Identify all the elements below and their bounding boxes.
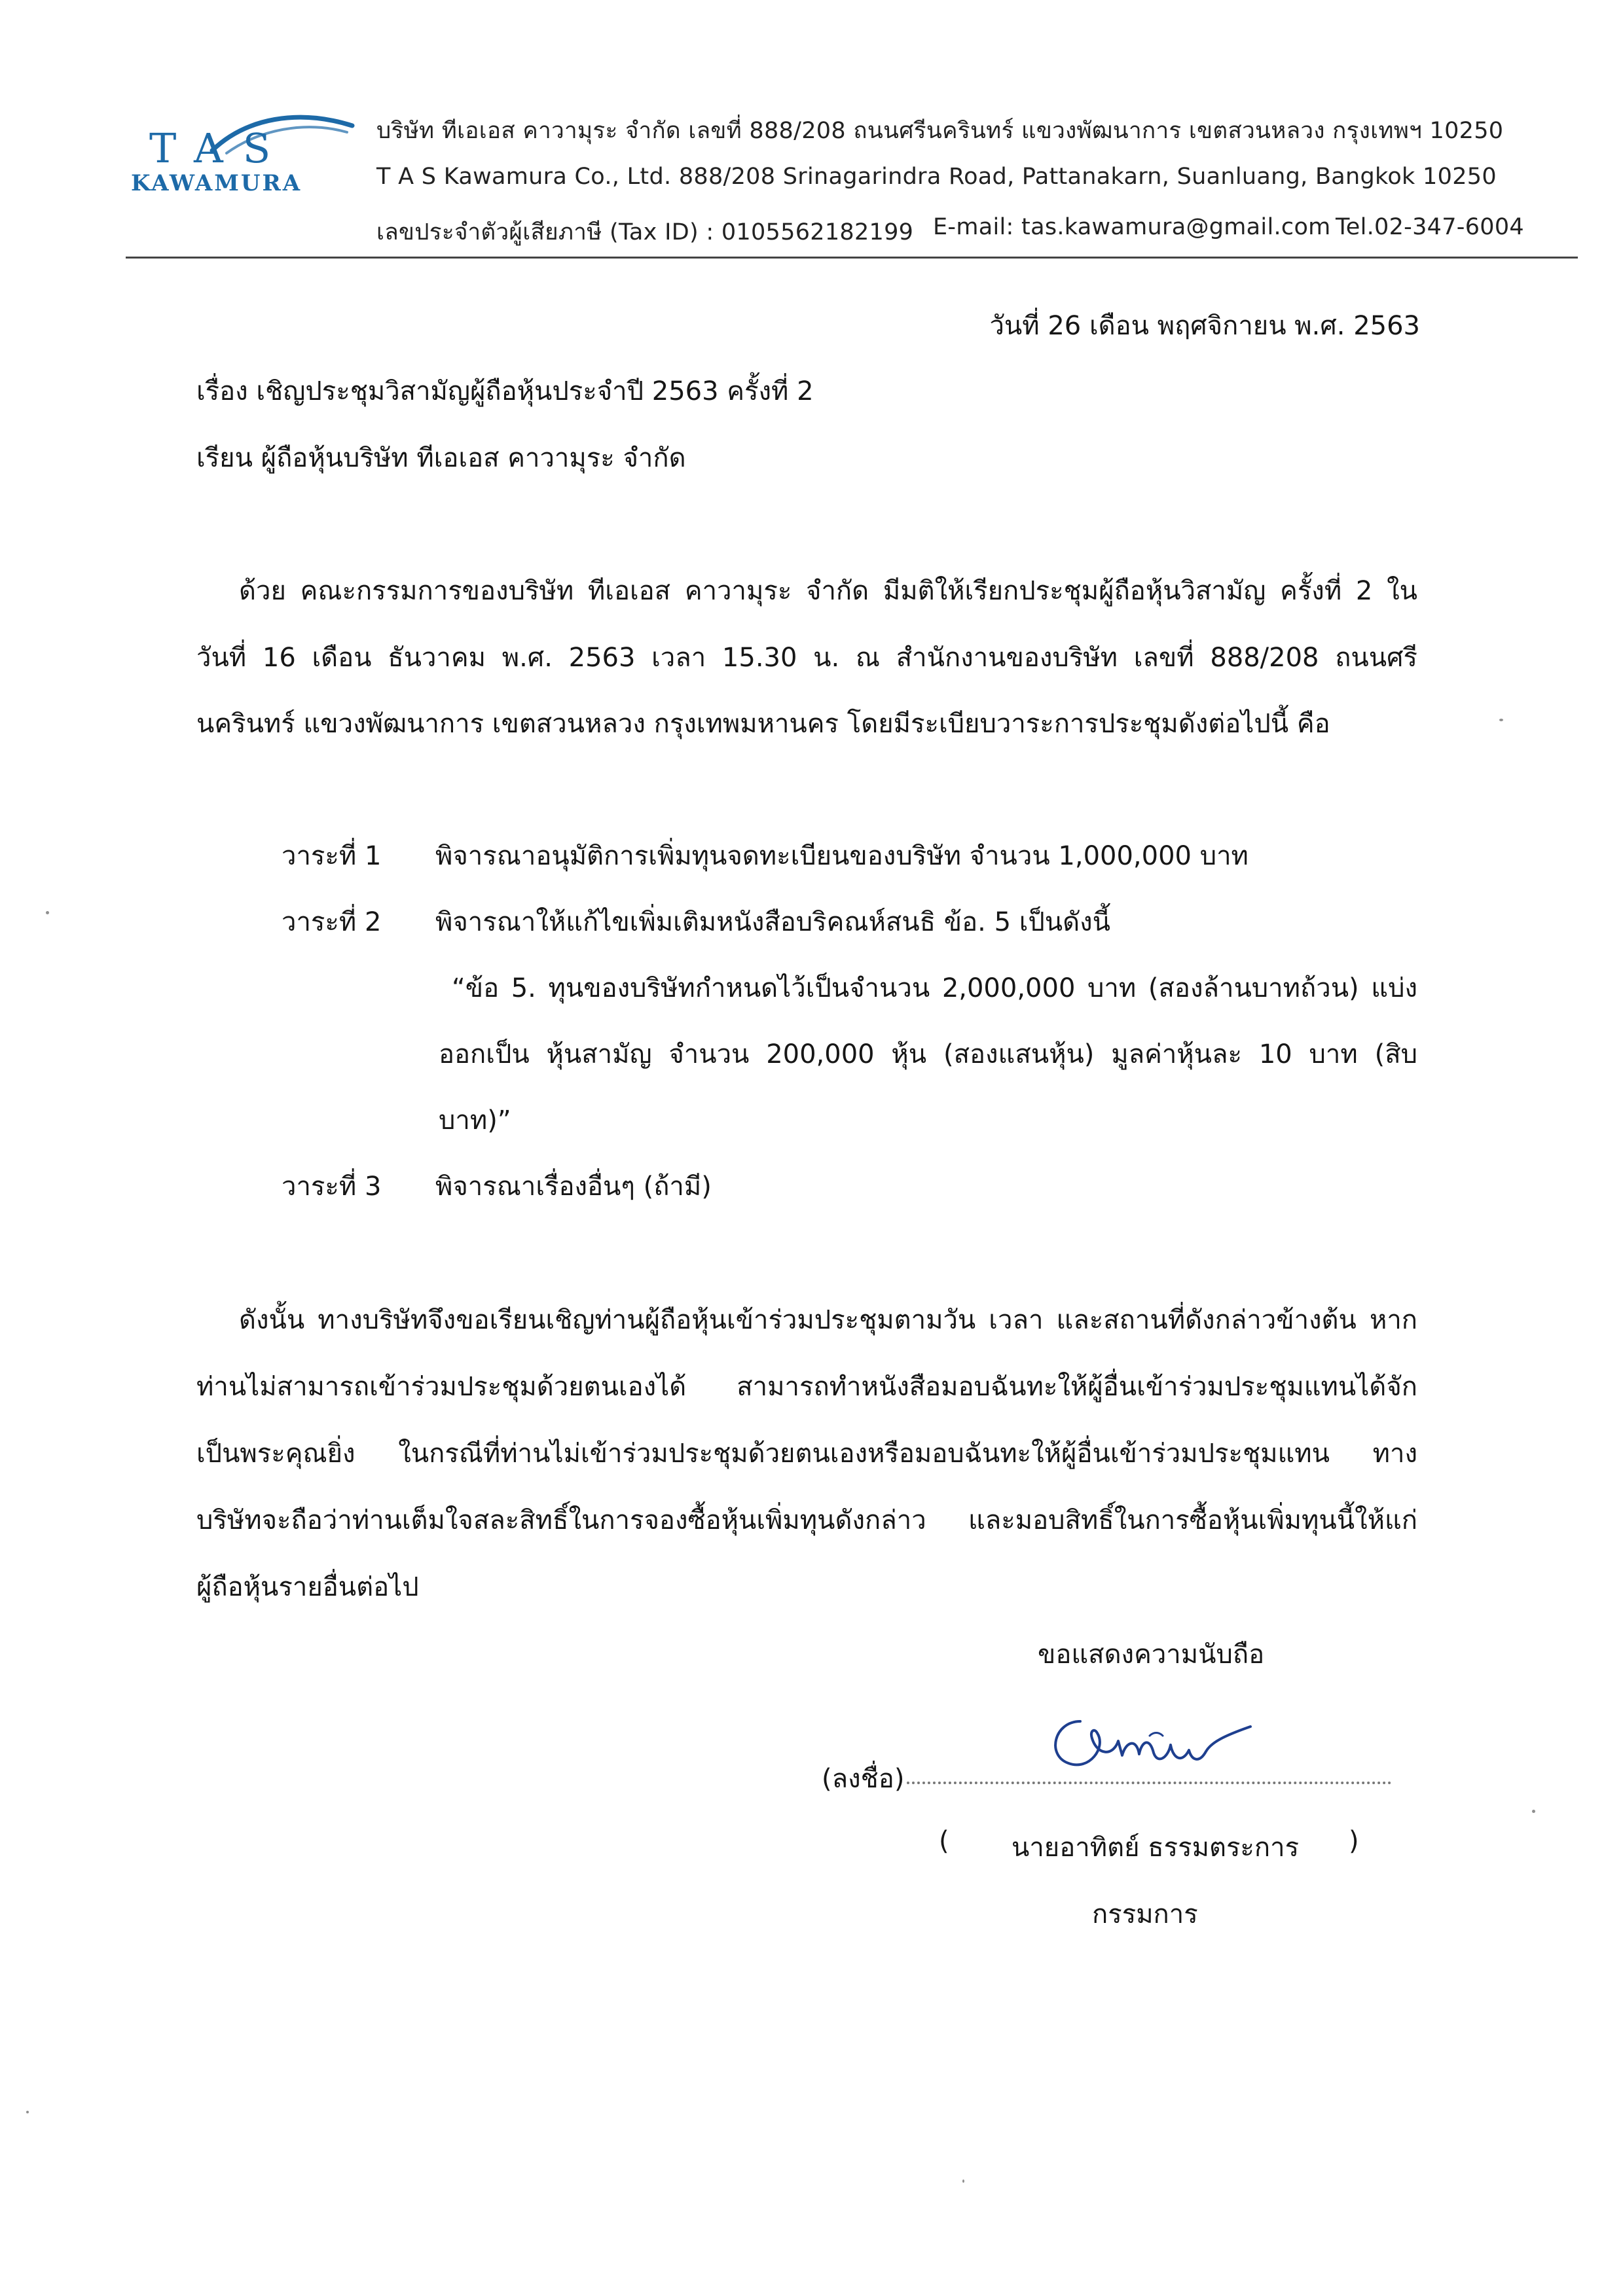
agenda-item-2-label: วาระที่ 2 [282, 907, 382, 937]
scan-speck [962, 2179, 964, 2183]
agenda-item-2-quote-line: บาท)” [439, 1105, 511, 1136]
letterhead-telephone: Tel.02-347-6004 [1336, 214, 1524, 240]
letter-addressee: เรียน ผู้ถือหุ้นบริษัท ทีเอเอส คาวามุระ จำกัด [196, 443, 686, 473]
logo-kawamura-text: KAWAMURA [131, 170, 302, 196]
letter-subject: เรื่อง เชิญประชุมวิสามัญผู้ถือหุ้นประจำปี 2563 ครั้งที่ 2 [196, 376, 814, 406]
signer-name: นายอาทิตย์ ธรรมตระการ [1012, 1833, 1300, 1863]
closing-line: เป็นพระคุณยิ่ง ในกรณีที่ท่านไม่เข้าร่วมประชุมด้วยตนเองหรือมอบฉันทะให้ผู้อื่นเข้าร่วมประชุมแทน ทาง [196, 1439, 1417, 1469]
agenda-item-3-text: พิจารณาเรื่องอื่นๆ (ถ้ามี) [435, 1172, 712, 1202]
letterhead-email: E-mail: tas.kawamura@gmail.com [933, 214, 1331, 240]
scan-speck [46, 911, 49, 914]
letterhead-divider [126, 257, 1578, 259]
scan-speck [26, 2111, 29, 2113]
scan-speck [1532, 1810, 1535, 1813]
closing-line: ดังนั้น ทางบริษัทจึงขอเรียนเชิญท่านผู้ถือหุ้นเข้าร่วมประชุมตามวัน เวลา และสถานที่ดังกล่าวข้างต้น หาก [239, 1305, 1417, 1335]
intro-line: นครินทร์ แขวงพัฒนาการ เขตสวนหลวง กรุงเทพมหานคร โดยมีระเบียบวาระการประชุมดังต่อไปนี้ คือ [196, 709, 1330, 739]
agenda-item-1-text: พิจารณาอนุมัติการเพิ่มทุนจดทะเบียนของบริษัท จำนวน 1,000,000 บาท [435, 841, 1249, 871]
agenda-item-3-label: วาระที่ 3 [282, 1172, 382, 1202]
regards-text: ขอแสดงความนับถือ [1038, 1640, 1265, 1670]
letterhead-address-english: T A S Kawamura Co., Ltd. 888/208 Srinagarindra Road, Pattanakarn, Suanluang, Bangkok 10250 [376, 164, 1497, 190]
agenda-item-1-label: วาระที่ 1 [282, 841, 382, 871]
sign-label: (ลงชื่อ) [822, 1764, 905, 1794]
signer-title: กรรมการ [1092, 1899, 1198, 1929]
letterhead-tax-id: เลขประจำตัวผู้เสียภาษี (Tax ID) : 0105562182199 [376, 219, 914, 245]
intro-line: ด้วย คณะกรรมการของบริษัท ทีเอเอส คาวามุระ จำกัด มีมติให้เรียกประชุมผู้ถือหุ้นวิสามัญ ครั้งที่ 2 ใน [239, 576, 1417, 606]
intro-line: วันที่ 16 เดือน ธันวาคม พ.ศ. 2563 เวลา 15.30 น. ณ สำนักงานของบริษัท เลขที่ 888/208 ถนนศรี [196, 643, 1417, 673]
agenda-item-2-quote-line: “ข้อ 5. ทุนของบริษัทกำหนดไว้เป็นจำนวน 2,000,000 บาท (สองล้านบาทถ้วน) แบ่ง [452, 973, 1417, 1003]
signer-paren-close: ) [1349, 1826, 1359, 1856]
signer-paren-open: ( [939, 1826, 949, 1856]
handwritten-signature [1034, 1695, 1270, 1793]
closing-line: ท่านไม่สามารถเข้าร่วมประชุมด้วยตนเองได้ สามารถทำหนังสือมอบฉันทะให้ผู้อื่นเข้าร่วมประชุมแทนได้จัก [196, 1372, 1417, 1402]
agenda-item-2-text: พิจารณาให้แก้ไขเพิ่มเติมหนังสือบริคณห์สนธิ ข้อ. 5 เป็นดังนี้ [435, 907, 1110, 937]
closing-line: ผู้ถือหุ้นรายอื่นต่อไป [196, 1572, 419, 1602]
letter-date: วันที่ 26 เดือน พฤศจิกายน พ.ศ. 2563 [989, 311, 1420, 341]
logo-tas-text: TAS [149, 124, 291, 172]
letterhead-address-thai: บริษัท ทีเอเอส คาวามุระ จำกัด เลขที่ 888/208 ถนนศรีนครินทร์ แขวงพัฒนาการ เขตสวนหลวง กรุงเทพฯ 10250 [376, 118, 1504, 144]
closing-line: บริษัทจะถือว่าท่านเต็มใจสละสิทธิ์ในการจองซื้อหุ้นเพิ่มทุนดังกล่าว และมอบสิทธิ์ในการซื้อหุ้นเพิ่มทุนนี้ให้แก่ [196, 1505, 1417, 1535]
scan-speck [1499, 719, 1503, 721]
agenda-item-2-quote-line: ออกเป็น หุ้นสามัญ จำนวน 200,000 หุ้น (สองแสนหุ้น) มูลค่าหุ้นละ 10 บาท (สิบ [439, 1039, 1417, 1069]
